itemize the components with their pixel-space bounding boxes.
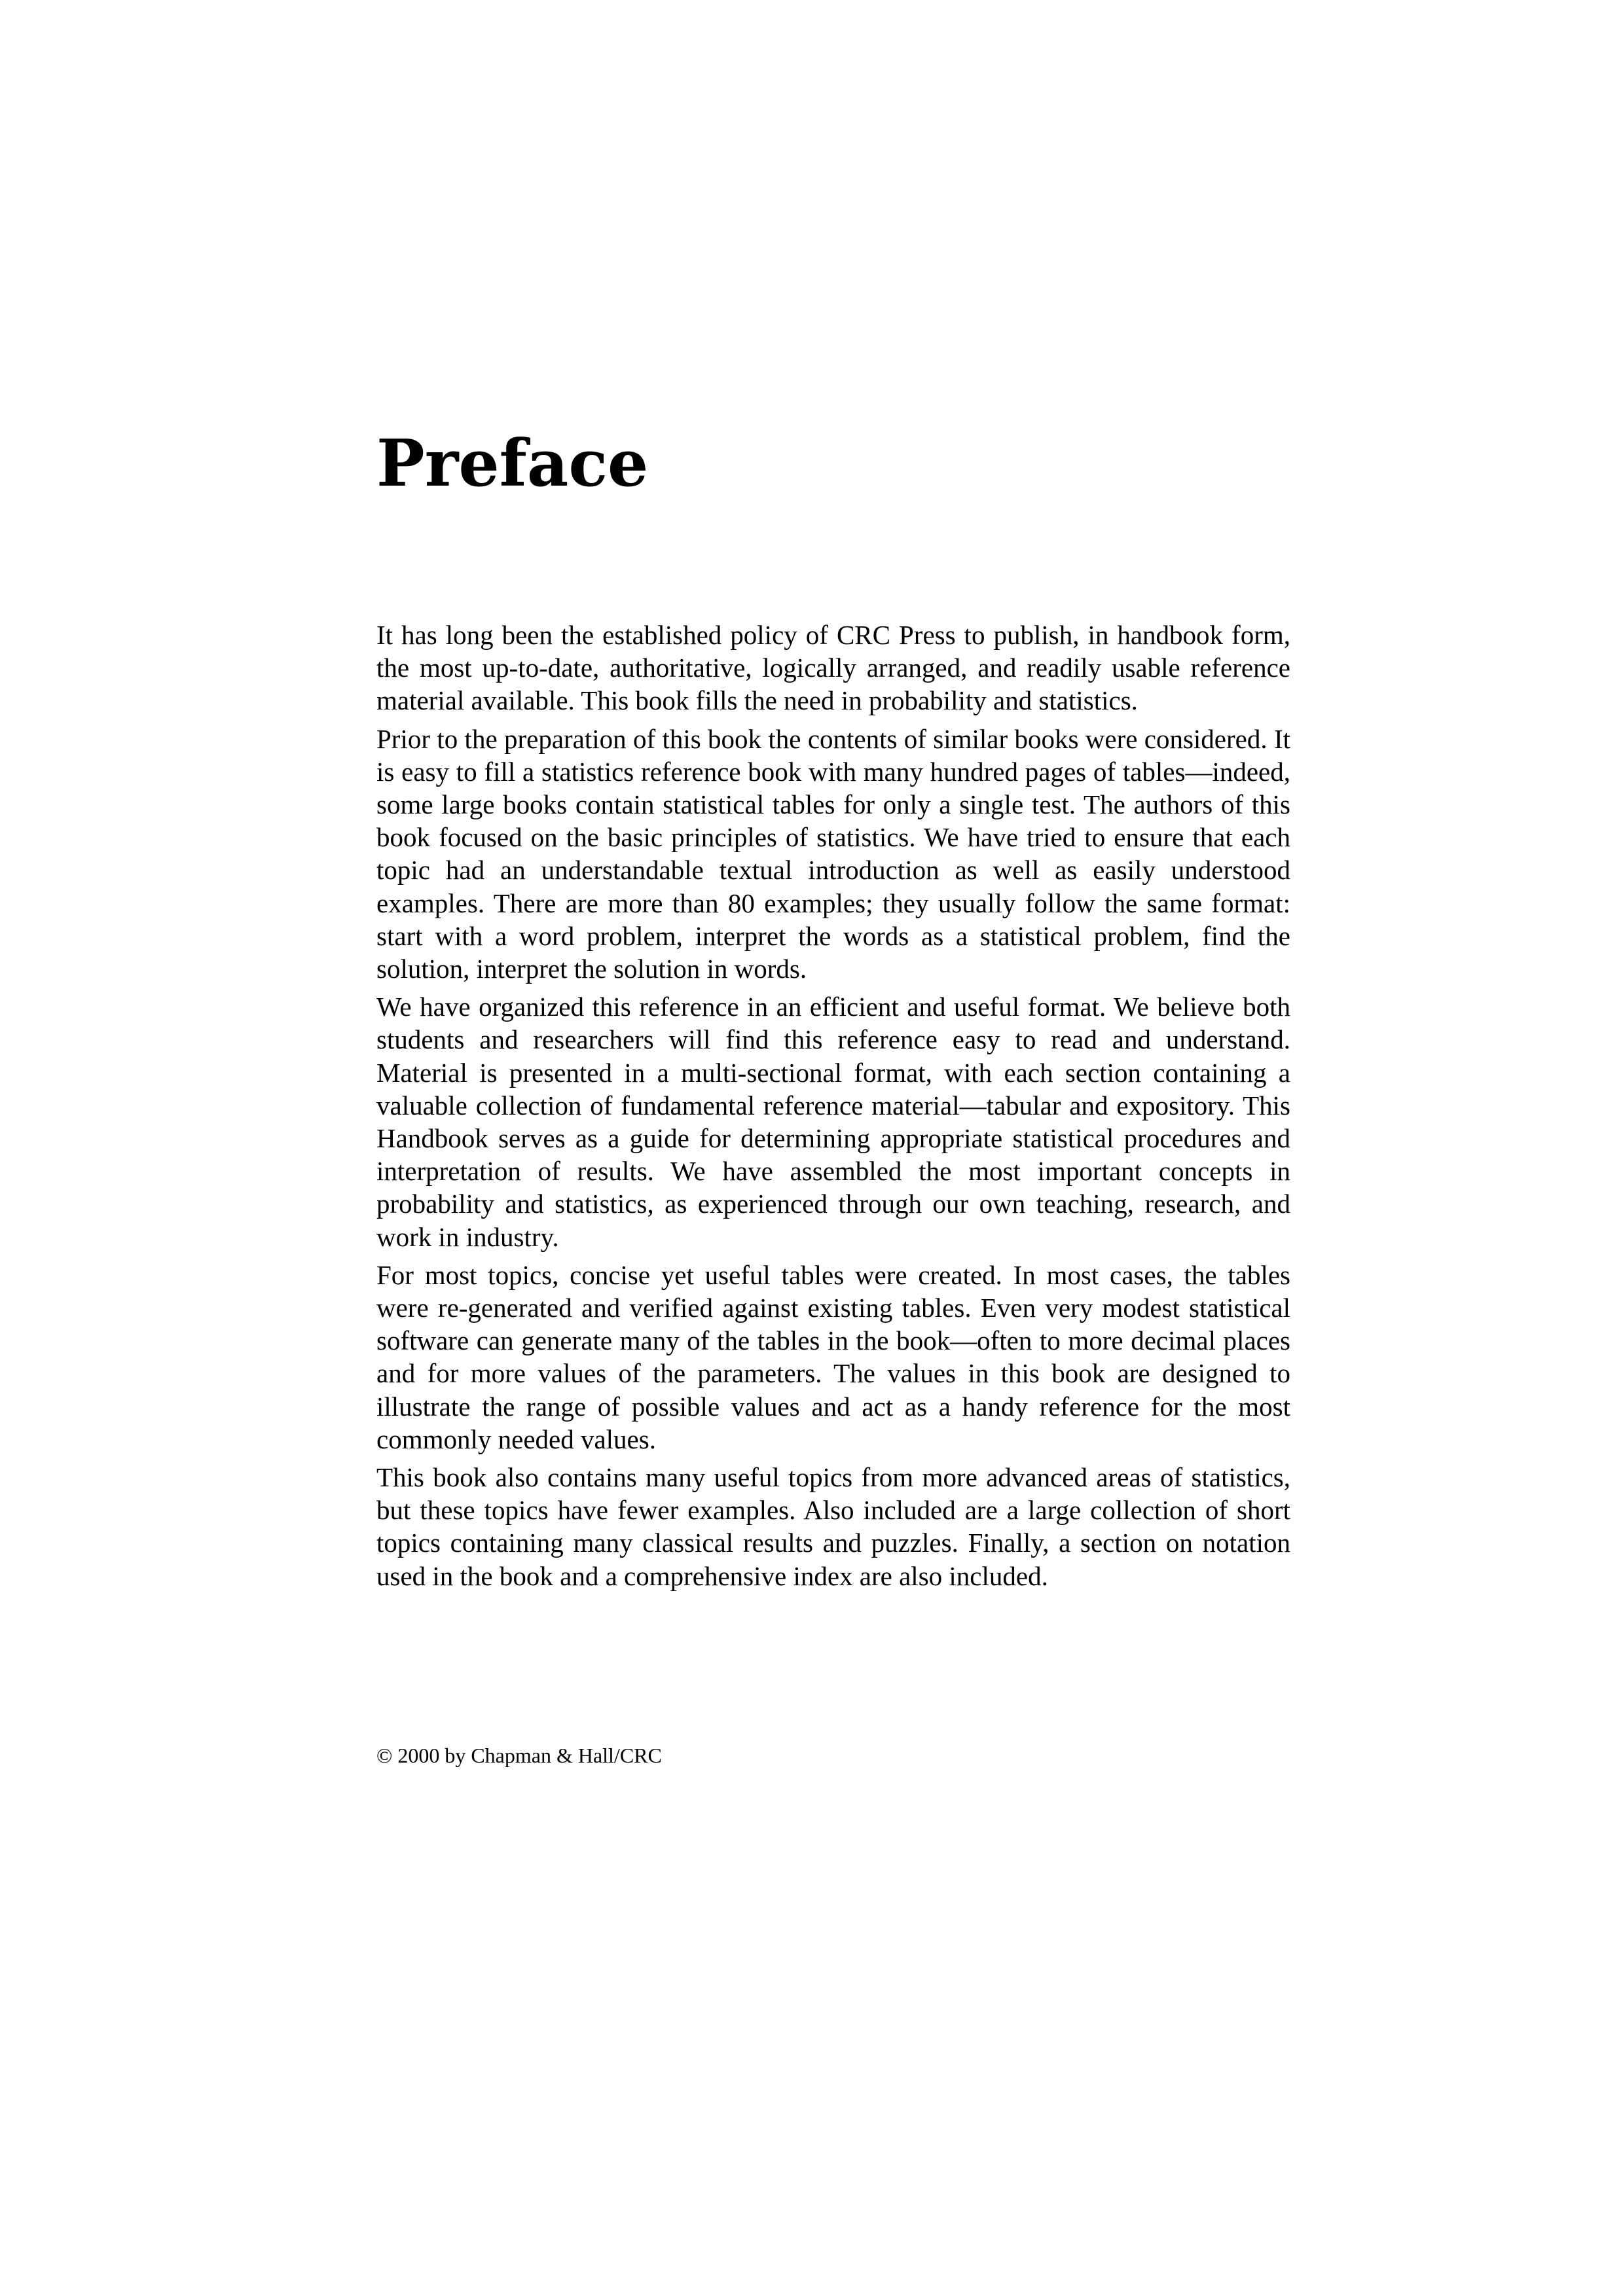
paragraph: For most topics, concise yet useful tables were created. In most cases, the tables were re-generated and verified against existing tables. Even very modest statistical software can generate many of the tables in the book—often to more decimal places and for more values of the parameters. The values in this book are designed to illustrate the range of possible values and act as a handy reference for the most commonly needed values. [376, 1259, 1290, 1454]
preface-body [376, 619, 1290, 1598]
paragraph: This book also contains many useful topics from more advanced areas of statistics, but these topics have fewer examples. Also included are a large collection of short topics containing many classical results and puzzles. Finally, a section on notation used in the book and a comprehensive index are also included. [376, 1462, 1290, 1591]
paragraph: It has long been the established policy of CRC Press to publish, in handbook form, the most up-to-date, authoritative, logically arranged, and readily usable reference material available. This book fills the need in probability and statistics. [376, 620, 1290, 716]
paragraph: Prior to the preparation of this book the contents of similar books were considered. It is easy to fill a statistics reference book with many hundred pages of tables—indeed, some large books contain statistical tables for only a single test. The authors of this book focused on the basic principles of statistics. We have tried to ensure that each topic had an understandable textual introduction as well as easily understood examples. There are more than 80 examples; they usually follow the same format: start with a word problem, interpret the words as a statistical problem, find the solution, interpret the solution in words. [376, 723, 1290, 984]
paragraph: We have organized this reference in an efficient and useful format. We believe both students and researchers will find this reference easy to read and understand. Material is presented in a multi-sectional format, with each section containing a valuable collection of fundamental reference material—tabular and expository. This Handbook serves as a guide for determining appropriate statistical procedures and interpretation of results. We have assembled the most important concepts in probability and statistics, as experienced through our own teaching, research, and work in industry. [376, 992, 1290, 1252]
page-title: Preface [376, 426, 649, 501]
copyright-notice: © 2000 by Chapman & Hall/CRC [376, 1744, 662, 1767]
